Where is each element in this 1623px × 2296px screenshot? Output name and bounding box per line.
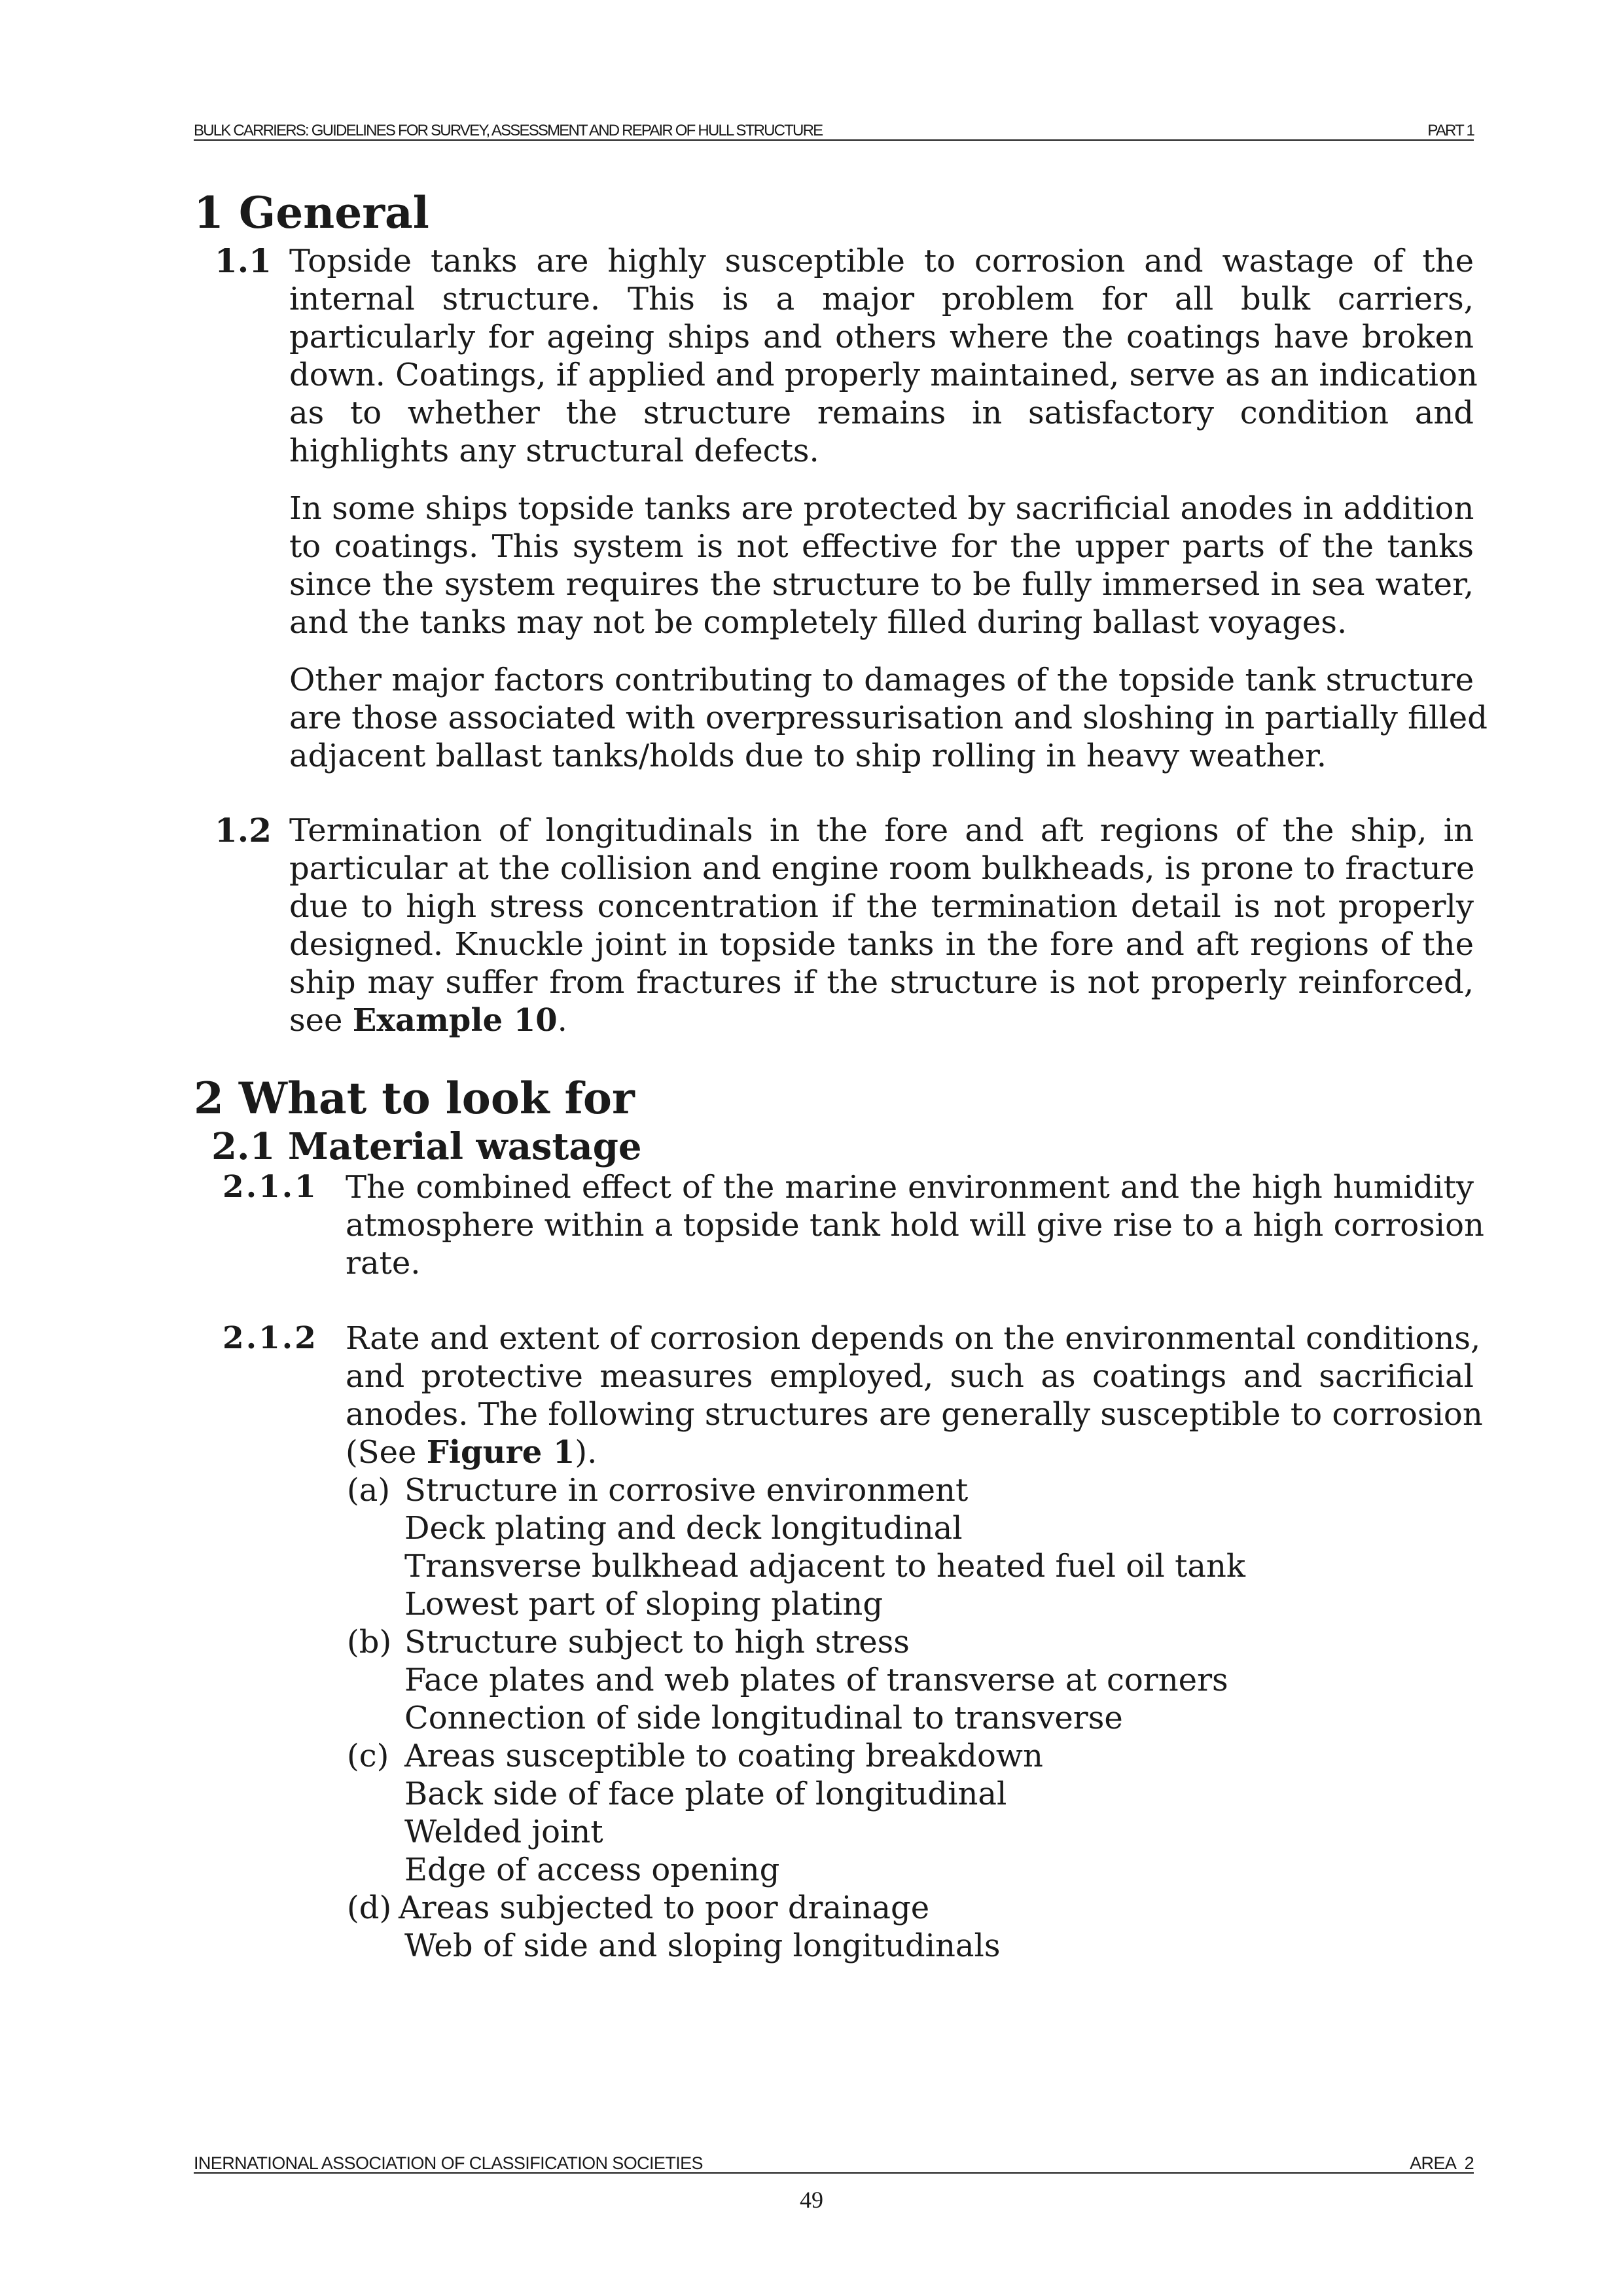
text-line: Other major factors contributing to damages of the topside tank structure <box>289 662 1474 698</box>
list-item: Deck plating and deck longitudinal <box>404 1510 963 1547</box>
text-line: highlights any structural defects. <box>289 433 819 469</box>
list-item: Face plates and web plates of transverse at corners <box>404 1662 1228 1698</box>
section-2-1-2-paragraph <box>346 1319 1483 1471</box>
text-line: particular at the collision and engine room bulkheads, is prone to fracture <box>289 850 1475 887</box>
text-line: Rate and extent of corrosion depends on the environmental conditions, <box>346 1320 1481 1357</box>
text-fragment: see <box>289 1002 353 1039</box>
footer-rule <box>194 2172 1474 2174</box>
section-1-1-paragraph-3 <box>289 661 1488 775</box>
text-line: In some ships topside tanks are protected by sacrificial anodes in addition <box>289 490 1474 527</box>
section-2-title: 2 What to look for <box>194 1073 635 1124</box>
text-line: Termination of longitudinals in the fore and aft regions of the ship, in <box>289 812 1474 849</box>
list-heading-b: Structure subject to high stress <box>404 1624 910 1660</box>
list-item: Lowest part of sloping plating <box>404 1586 883 1623</box>
text-line: Topside tanks are highly susceptible to corrosion and wastage of the <box>289 243 1474 279</box>
section-2-1-1-paragraph <box>346 1168 1484 1282</box>
figure-1-reference: Figure 1 <box>426 1434 575 1471</box>
list-item: Edge of access opening <box>404 1852 780 1888</box>
list-item: Transverse bulkhead adjacent to heated fuel oil tank <box>404 1548 1246 1585</box>
section-2-1-1-number: 2.1.1 <box>223 1169 318 1205</box>
section-1-title: 1 General <box>194 187 429 238</box>
text-line: down. Coatings, if applied and properly maintained, serve as an indication <box>289 357 1478 393</box>
section-1-1-paragraph-2 <box>289 490 1474 641</box>
section-1-1-paragraph-1 <box>289 242 1478 470</box>
list-label-c: (c) <box>347 1738 389 1774</box>
text-line: designed. Knuckle joint in topside tanks in the fore and aft regions of the <box>289 926 1474 963</box>
running-header-title: BULK CARRIERS: GUIDELINES FOR SURVEY, ASSESSMENT AND REPAIR OF HULL STRUCTURE <box>194 122 823 139</box>
text-line: and protective measures employed, such as coatings and sacrificial <box>346 1358 1474 1395</box>
example-10-reference: Example 10 <box>352 1002 558 1039</box>
section-2-1-2-number: 2.1.2 <box>223 1320 318 1356</box>
list-item: Web of side and sloping longitudinals <box>404 1928 1001 1964</box>
section-1-1-number: 1.1 <box>215 242 272 280</box>
text-line: to coatings. This system is not effective for the upper parts of the tanks <box>289 528 1474 565</box>
text-line: due to high stress concentration if the termination detail is not properly <box>289 888 1474 925</box>
text-line: rate. <box>346 1245 421 1282</box>
footer-area: AREA 2 <box>1410 2153 1474 2173</box>
text-line: and the tanks may not be completely filled during ballast voyages. <box>289 604 1347 641</box>
list-heading-d: Areas subjected to poor drainage <box>399 1890 930 1926</box>
text-line-with-reference <box>289 1001 1474 1039</box>
text-line: atmosphere within a topside tank hold will give rise to a high corrosion <box>346 1207 1484 1244</box>
list-item: Welded joint <box>404 1814 603 1850</box>
text-line: internal structure. This is a major problem for all bulk carriers, <box>289 281 1474 317</box>
footer-organisation: INERNATIONAL ASSOCIATION OF CLASSIFICATION SOCIETIES <box>194 2153 703 2173</box>
text-line: are those associated with overpressurisation and sloshing in partially filled <box>289 700 1488 736</box>
page-number: 49 <box>800 2187 823 2213</box>
text-line: adjacent ballast tanks/holds due to ship rolling in heavy weather. <box>289 738 1327 774</box>
list-heading-c: Areas susceptible to coating breakdown <box>404 1738 1043 1774</box>
list-label-a: (a) <box>347 1472 391 1509</box>
text-line: particularly for ageing ships and others where the coatings have broken <box>289 319 1474 355</box>
text-line-with-reference <box>346 1433 1474 1471</box>
header-rule <box>194 139 1474 141</box>
list-label-b: (b) <box>347 1624 392 1660</box>
text-line: anodes. The following structures are generally susceptible to corrosion <box>346 1396 1483 1433</box>
text-line: since the system requires the structure to be fully immersed in sea water, <box>289 566 1474 603</box>
text-line: ship may suffer from fractures if the structure is not properly reinforced, <box>289 964 1474 1001</box>
text-line: as to whether the structure remains in satisfactory condition and <box>289 395 1474 431</box>
text-line: The combined effect of the marine environment and the high humidity <box>346 1169 1474 1206</box>
text-fragment: (See <box>346 1434 427 1471</box>
section-2-1-title: 2.1 Material wastage <box>211 1125 642 1168</box>
list-item: Connection of side longitudinal to transverse <box>404 1700 1123 1736</box>
text-fragment: ). <box>575 1434 597 1471</box>
list-item: Back side of face plate of longitudinal <box>404 1776 1007 1812</box>
section-1-2-number: 1.2 <box>215 811 272 850</box>
list-heading-a: Structure in corrosive environment <box>404 1472 969 1509</box>
section-1-2-paragraph <box>289 812 1474 1039</box>
list-label-d: (d) <box>347 1890 392 1926</box>
running-header-part: PART 1 <box>1427 122 1474 139</box>
text-fragment: . <box>557 1002 567 1039</box>
